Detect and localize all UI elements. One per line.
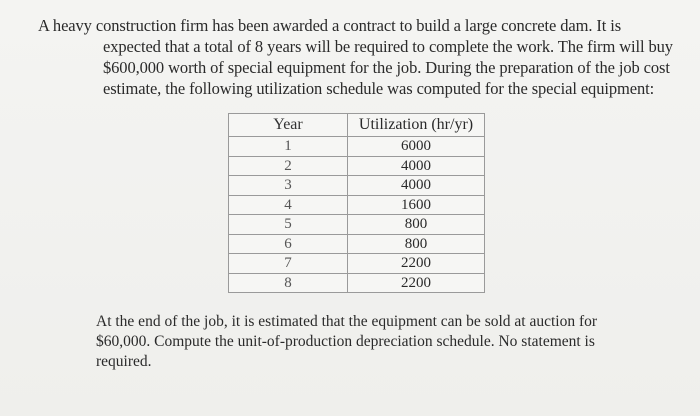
problem-question: At the end of the job, it is estimated that the equipment can be sold at auction for $60,000. Compute the unit-of-production depreciation schedule. No statement is required.	[96, 313, 598, 370]
problem-intro	[38, 15, 680, 99]
year-cell: 8	[229, 273, 348, 293]
utilization-table	[228, 113, 485, 293]
table-row	[229, 234, 485, 254]
table-row	[229, 215, 485, 235]
intro-first-line: A heavy construction firm has been awarded a contract to build a large concrete dam. It is	[38, 16, 622, 35]
utilization-cell: 2200	[348, 273, 485, 293]
utilization-cell: 2200	[348, 254, 485, 274]
table-row	[229, 254, 485, 274]
year-cell: 7	[229, 254, 348, 274]
utilization-cell: 800	[348, 215, 485, 235]
year-cell: 3	[229, 176, 348, 196]
year-cell: 2	[229, 156, 348, 176]
table-row	[229, 195, 485, 215]
year-cell: 5	[229, 215, 348, 235]
header-utilization: Utilization (hr/yr)	[348, 114, 485, 137]
table-row	[229, 176, 485, 196]
intro-continuation: expected that a total of 8 years will be required to complete the work. The firm will buy $600,000 worth of special equipment for the job. During the preparation of the job cost estimate, the following utilization schedule was computed for the special equipment:	[103, 37, 673, 98]
year-cell: 4	[229, 195, 348, 215]
table-header-row	[229, 114, 485, 137]
utilization-cell: 4000	[348, 176, 485, 196]
table-row	[229, 137, 485, 157]
utilization-cell: 1600	[348, 195, 485, 215]
year-cell: 6	[229, 234, 348, 254]
header-year: Year	[229, 114, 348, 137]
table-row	[229, 273, 485, 293]
utilization-cell: 800	[348, 234, 485, 254]
table-row	[229, 156, 485, 176]
year-cell: 1	[229, 137, 348, 157]
utilization-cell: 4000	[348, 156, 485, 176]
utilization-cell: 6000	[348, 137, 485, 157]
